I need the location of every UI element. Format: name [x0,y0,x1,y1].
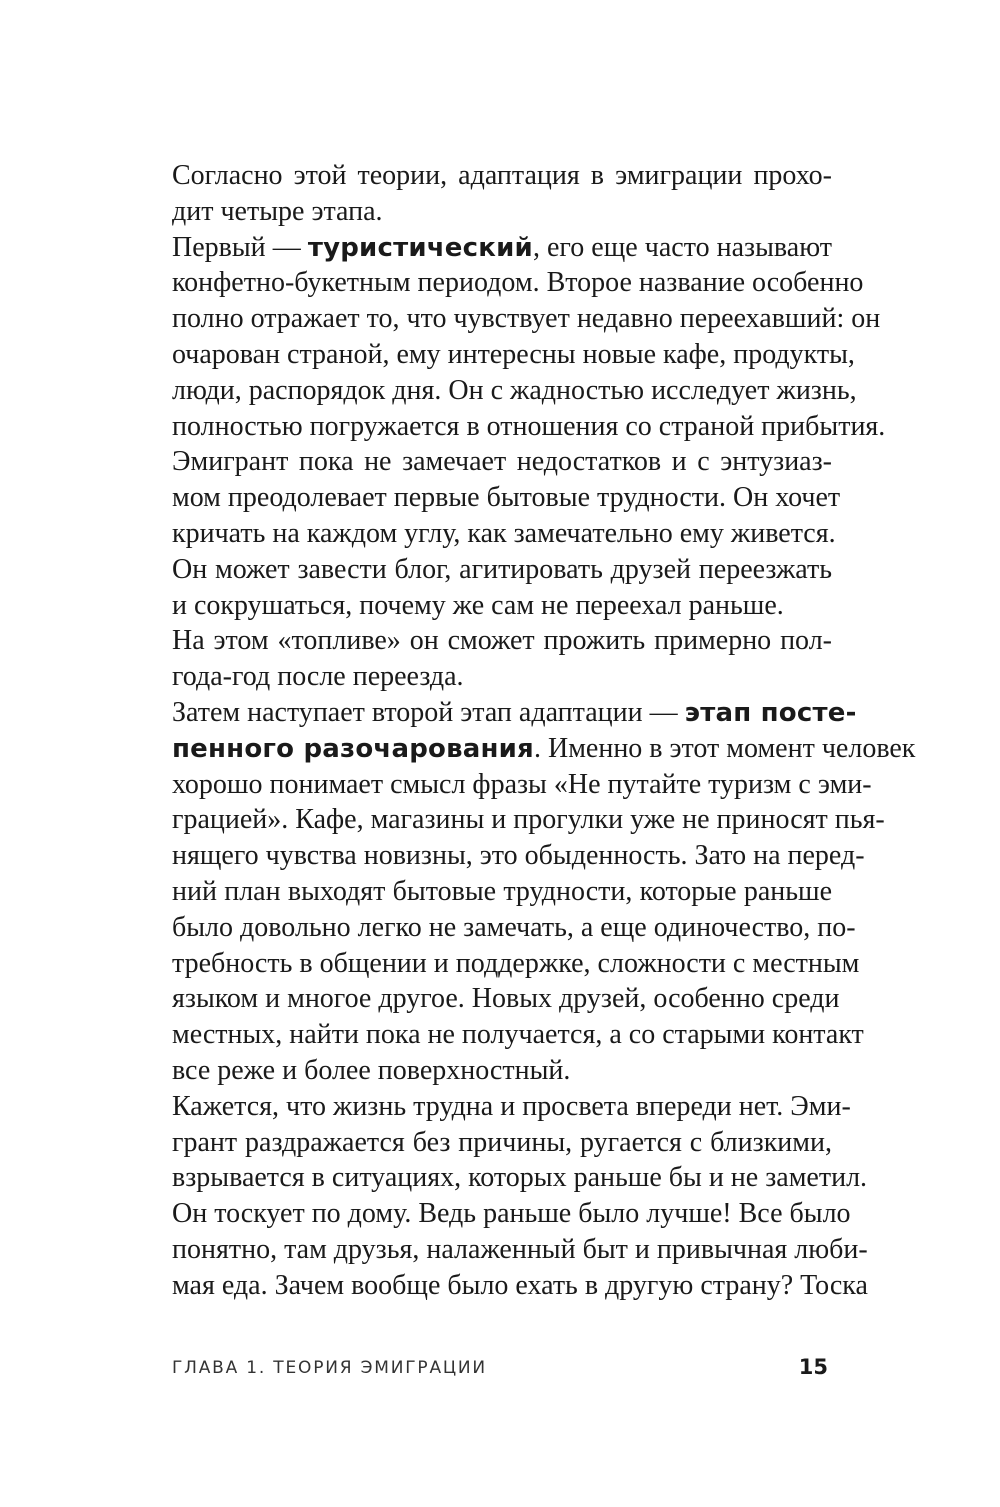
paragraph [172,158,832,230]
text-line: взрывается в ситуациях, которых раньше бы и не заметил. [172,1162,868,1194]
text-line: Первый — туристический, его еще часто называют [172,231,832,263]
text-line: очарован страной, ему интересны новые кафе, продукты, [172,338,855,370]
bold-term: пенного разочарования [172,733,534,764]
text-line: люди, распорядок дня. Он с жадностью исследует жизнь, [172,374,857,406]
paragraph [172,1089,868,1304]
text-line: мом преодолевает первые бытовые трудности. Он хочет [172,482,841,514]
text-line: языком и многое другое. Новых друзей, особенно среди [172,983,840,1015]
text-line: все реже и более поверхностный. [172,1054,571,1086]
text-line: мая еда. Зачем вообще было ехать в другую страну? Тоска [172,1269,868,1301]
text-line: понятно, там друзья, налаженный быт и привычная люби- [172,1233,868,1265]
text-line: полно отражает то, что чувствует недавно переехавший: он [172,303,881,335]
body-text [172,158,916,1304]
bold-term: этап посте- [684,697,857,728]
text-line: пенного разочарования. Именно в этот момент человек [172,732,916,764]
text-line: Эмигрант пока не замечает недостатков и с энтузиаз- [172,446,832,478]
text-line: хорошо понимает смысл фразы «Не путайте туризм с эми- [172,768,872,800]
text-line: дит четыре этапа. [172,195,383,227]
text-line: года-год после переезда. [172,661,464,693]
text-line: и сокрушаться, почему же сам не переехал раньше. [172,589,784,621]
text-line: нящего чувства новизны, это обыденность. Зато на перед- [172,840,865,872]
text-line: Он может завести блог, агитировать друзей переезжать [172,553,832,585]
text-line: требность в общении и поддержке, сложности с местным [172,947,860,979]
text-line: конфетно-букетным периодом. Второе название особенно [172,267,864,299]
text-line: ний план выходят бытовые трудности, которые раньше [172,875,832,907]
bold-term: туристический [307,232,533,263]
text-line: Он тоскует по дому. Ведь раньше было лучше! Все было [172,1198,851,1230]
paragraph [172,695,916,1089]
text-line: было довольно легко не замечать, а еще одиночество, по- [172,911,856,943]
text-line: грант раздражается без причины, ругается с близкими, [172,1126,832,1158]
text-line: полностью погружается в отношения со страной прибытия. [172,410,886,442]
text-line: кричать на каждом углу, как замечательно ему живется. [172,517,836,549]
text-line: Кажется, что жизнь трудна и просвета впереди нет. Эми- [172,1090,851,1122]
text-line: На этом «топливе» он сможет прожить примерно пол- [172,625,832,657]
running-footer-chapter: ГЛАВА 1. ТЕОРИЯ ЭМИГРАЦИИ [172,1358,487,1378]
text-line: Затем наступает второй этап адаптации — этап посте- [172,696,857,728]
text-line: местных, найти пока не получается, а со старыми контакт [172,1019,864,1051]
text-line: грацией». Кафе, магазины и прогулки уже не приносят пья- [172,804,885,836]
text-line: Согласно этой теории, адаптация в эмиграции прохо- [172,160,832,191]
paragraph [172,230,886,445]
paragraph [172,444,841,623]
page-number: 15 [798,1355,828,1379]
paragraph [172,623,832,695]
